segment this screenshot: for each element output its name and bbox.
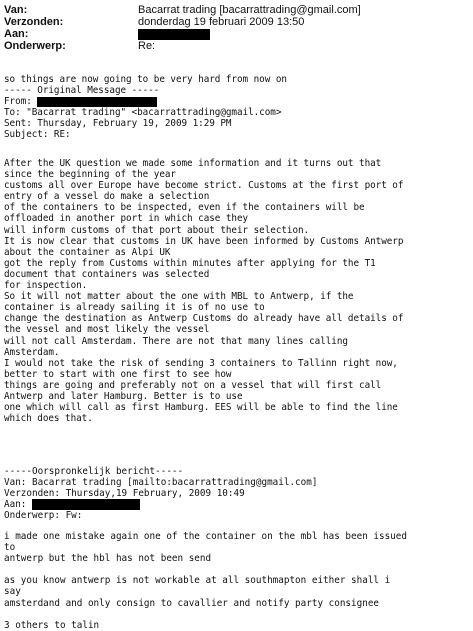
from-row	[4, 96, 157, 107]
body-line: Antwerp and later Hamburg. Better is to use	[4, 390, 243, 402]
body-line: for inspection.	[4, 280, 88, 292]
body-line: change the destination as Antwerp Customs do already have all details of	[4, 313, 404, 325]
body-line: Amsterdam.	[4, 346, 60, 358]
body-line: will inform customs of that port about their selection.	[4, 224, 310, 236]
oorspronkelijk-separator: -----Oorspronkelijk bericht-----	[4, 466, 184, 477]
body-line: It is now clear that customs in UK have been informed by Customs Antwerp	[4, 235, 404, 247]
body-line: of the containers to be inspected, even if the containers will be	[4, 202, 365, 214]
header-aan-row	[4, 28, 210, 40]
aan-label: Aan:	[4, 28, 29, 40]
van-label: Van:	[4, 4, 28, 16]
body-line: offloaded in another port in which case they	[4, 213, 249, 225]
body-line: got the reply from Customs within minutes after applying for the T1	[4, 257, 376, 269]
onderwerp-label: Onderwerp:	[4, 40, 66, 52]
original-van-row: Van: Bacarrat trading [mailto:bacarrattrading@gmail.com]	[4, 477, 318, 488]
redacted-original-recipient	[32, 499, 140, 510]
reply-line: so things are now going to be very hard from now on	[4, 74, 287, 85]
body-line: I would not take the risk of sending 3 containers to Tallinn right now,	[4, 357, 398, 369]
body-line: the vessel and most likely the vessel	[4, 324, 210, 336]
original-aan-label: Aan:	[4, 499, 27, 510]
verzonden-value: donderdag 19 februari 2009 13:50	[138, 16, 305, 28]
body-line: since the beginning of the year	[4, 169, 176, 181]
header-van-row	[4, 4, 361, 16]
redacted-recipient	[138, 29, 210, 40]
body-line: will not call Amsterdam. There are not that many lines calling	[4, 335, 348, 347]
forwarded-line: 3 others to talin	[4, 619, 100, 631]
onderwerp-value: Re:	[138, 40, 156, 52]
redacted-sender	[37, 97, 157, 107]
original-verzonden-row: Verzonden: Thursday,19 February, 2009 10:49	[4, 488, 245, 499]
body-line: customs all over Europe have become strict. Customs at the first port of	[4, 180, 404, 192]
header-verzonden-row	[4, 16, 304, 28]
forwarded-line	[4, 564, 407, 575]
original-onderwerp-row: Onderwerp: Fw:	[4, 510, 83, 521]
message-body	[4, 158, 403, 424]
header-onderwerp-row	[4, 40, 155, 52]
forwarded-line: to	[4, 542, 16, 554]
from-label: From:	[4, 96, 32, 107]
original-message-separator: ----- Original Message -----	[4, 85, 160, 96]
forwarded-line: antwerp but the hbl has not been send	[4, 553, 212, 565]
body-line: After the UK question we made some information and it turns out that	[4, 158, 382, 169]
to-row: To: "Bacarrat trading" <bacarrattrading@gmail.com>	[4, 107, 282, 118]
forwarded-line	[4, 609, 407, 620]
forwarded-body	[4, 531, 407, 631]
subject-row: Subject: RE:	[4, 129, 71, 140]
forwarded-line: i made one mistake again one of the container on the mbl has been issued	[4, 531, 407, 542]
body-line: one which will call as first Hamburg. EES will be able to find the line	[4, 402, 398, 414]
body-line: better to start with one first to see how	[4, 368, 232, 380]
forwarded-line: say	[4, 586, 21, 598]
forwarded-line: amsterdand and only consign to cavallier and notify party consignee	[4, 597, 380, 609]
verzonden-label: Verzonden:	[4, 16, 64, 28]
body-line: entry of a vessel do make a selection	[4, 191, 210, 203]
body-line: things are going and preferably not on a vessel that will first call	[4, 379, 382, 391]
forwarded-line: as you know antwerp is not workable at all southmapton either shall i	[4, 575, 391, 587]
body-line: container is already sailing it is of no use to	[4, 302, 265, 314]
body-line: So it will not matter about the one with MBL to Antwerp, if the	[4, 291, 354, 303]
original-aan-row	[4, 499, 140, 510]
body-line: document that containers was selected	[4, 268, 210, 280]
van-value: Bacarrat trading [bacarrattrading@gmail.com]	[138, 4, 361, 16]
body-line: about the container as Alpi UK	[4, 246, 171, 258]
sent-row: Sent: Thursday, February 19, 2009 1:29 PM	[4, 118, 232, 129]
body-line: which does that.	[4, 413, 93, 425]
